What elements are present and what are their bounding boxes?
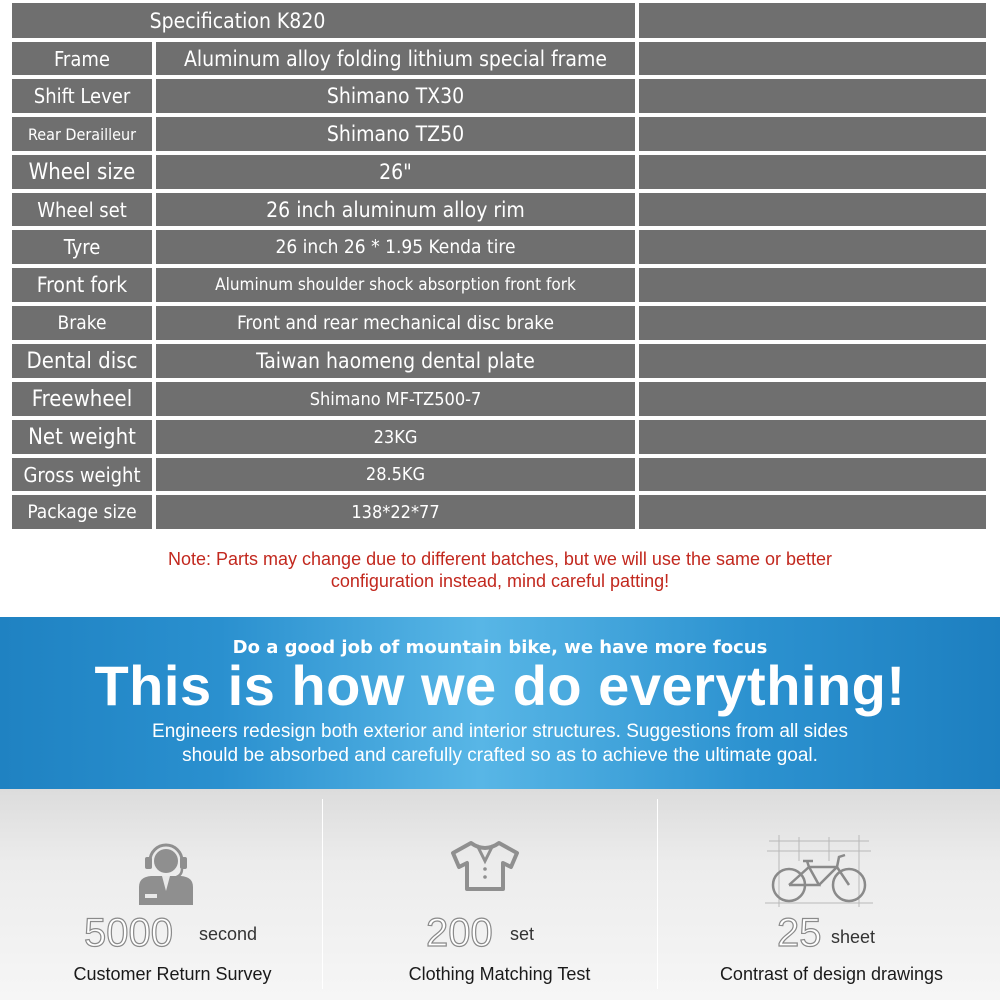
spec-row-wheel-set: [0, 193, 1000, 226]
spec-empty-cell: [639, 79, 986, 113]
spec-label: Rear Derailleur: [12, 117, 152, 151]
banner-title: This is how we do everything!: [94, 654, 906, 717]
spec-value: 23KG: [156, 420, 635, 454]
spec-label: Wheel set: [12, 193, 152, 226]
spec-header-empty-cell: [639, 3, 986, 38]
spec-empty-cell: [639, 306, 986, 340]
parts-note: [0, 548, 1000, 592]
spec-value: Shimano TX30: [156, 79, 635, 113]
spec-label: Package size: [12, 495, 152, 529]
spec-empty-cell: [639, 117, 986, 151]
spec-row-rear-derailleur: [0, 117, 1000, 151]
spec-label: Tyre: [12, 230, 152, 264]
spec-value: Aluminum alloy folding lithium special frame: [156, 42, 635, 75]
spec-label: Net weight: [12, 420, 152, 454]
spec-row-net-weight: [0, 420, 1000, 454]
spec-value: 28.5KG: [156, 458, 635, 491]
banner-desc-line-1: Engineers redesign both exterior and interior structures. Suggestions from all sides: [152, 721, 848, 742]
spec-label: Wheel size: [12, 155, 152, 189]
spec-row-brake: [0, 306, 1000, 340]
stat-number: 5000: [84, 911, 173, 955]
spec-empty-cell: [639, 344, 986, 378]
spec-value: Shimano TZ50: [156, 117, 635, 151]
t-shirt-icon: [449, 839, 521, 897]
spec-header-cell: [12, 3, 635, 38]
spec-label: Front fork: [12, 268, 152, 302]
spec-value: Aluminum shoulder shock absorption front fork: [156, 268, 635, 302]
customer-service-icon: [131, 839, 201, 909]
spec-header-title: Specification K820: [149, 8, 326, 33]
spec-value: 26 inch 26 * 1.95 Kenda tire: [156, 230, 635, 264]
spec-row-shift-lever: [0, 79, 1000, 113]
spec-empty-cell: [639, 155, 986, 189]
stat-label: Contrast of design drawings: [719, 964, 944, 984]
banner-subtitle: Do a good job of mountain bike, we have more focus: [232, 637, 768, 658]
banner-desc-line-2: should be absorbed and carefully crafted so as to achieve the ultimate goal.: [182, 745, 818, 766]
spec-row-wheel-size: [0, 155, 1000, 189]
spec-empty-cell: [639, 193, 986, 226]
spec-label: Dental disc: [12, 344, 152, 378]
spec-row-frame: [0, 42, 1000, 75]
spec-label: Brake: [12, 306, 152, 340]
spec-empty-cell: [639, 495, 986, 529]
note-line-2: configuration instead, mind careful patting!: [330, 571, 670, 591]
spec-row-front-fork: [0, 268, 1000, 302]
spec-value: 26": [156, 155, 635, 189]
stat-label: Clothing Matching Test: [408, 964, 591, 984]
stat-unit: set: [510, 924, 535, 944]
spec-label: Gross weight: [12, 458, 152, 491]
spec-row-gross-weight: [0, 458, 1000, 491]
stat-unit: second: [199, 924, 258, 944]
spec-value: 26 inch aluminum alloy rim: [156, 193, 635, 226]
spec-value: Shimano MF-TZ500-7: [156, 382, 635, 416]
banner-description: [0, 720, 1000, 768]
bike-drawing-icon: [759, 831, 879, 915]
spec-row-freewheel: [0, 382, 1000, 416]
stat-customer-survey: [0, 789, 333, 1000]
spec-header-row: [0, 3, 1000, 38]
spec-empty-cell: [639, 268, 986, 302]
spec-empty-cell: [639, 458, 986, 491]
spec-empty-cell: [639, 382, 986, 416]
spec-label: Frame: [12, 42, 152, 75]
stat-clothing-test: [333, 789, 666, 1000]
spec-row-dental-disc: [0, 344, 1000, 378]
stat-unit: sheet: [831, 927, 876, 947]
stats-section: [0, 789, 1000, 1000]
stat-label: Customer Return Survey: [73, 964, 272, 984]
spec-empty-cell: [639, 420, 986, 454]
spec-value: 138*22*77: [156, 495, 635, 529]
spec-label: Freewheel: [12, 382, 152, 416]
focus-banner: [0, 617, 1000, 789]
stat-design-drawings: [666, 789, 999, 1000]
stat-number: 200: [426, 911, 493, 955]
spec-value: Taiwan haomeng dental plate: [156, 344, 635, 378]
stat-number: 25: [777, 911, 822, 955]
spec-value: Front and rear mechanical disc brake: [156, 306, 635, 340]
spec-empty-cell: [639, 230, 986, 264]
note-line-1: Note: Parts may change due to different batches, but we will use the same or better: [167, 549, 833, 569]
spec-row-tyre: [0, 230, 1000, 264]
spec-row-package-size: [0, 495, 1000, 529]
spec-empty-cell: [639, 42, 986, 75]
spec-label: Shift Lever: [12, 79, 152, 113]
